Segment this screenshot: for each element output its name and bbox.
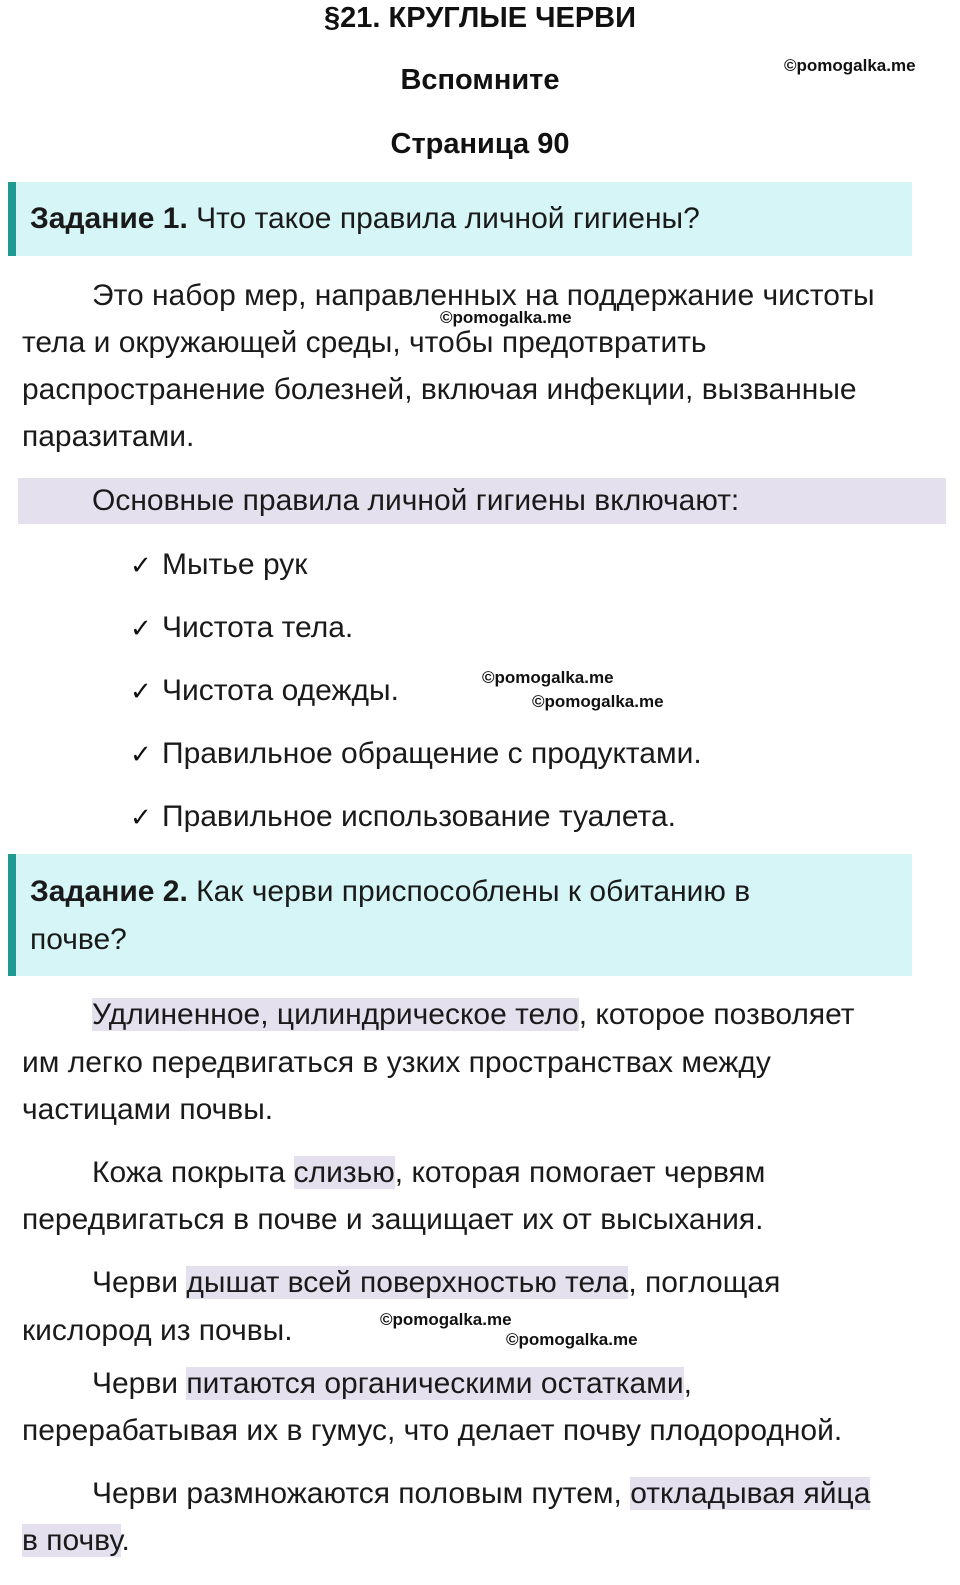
checkmark-icon: ✓: [130, 550, 152, 580]
answer-line: Кожа покрыта слизью, которая помогает червям: [92, 1156, 766, 1189]
section-subtitle: Вспомните: [400, 64, 560, 96]
answer-line: Черви размножаются половым путем, откладывая яйца: [92, 1477, 871, 1510]
answer-line: Удлиненное, цилиндрическое тело, которое позволяет: [92, 998, 855, 1031]
answer-line: кислород из почвы.: [22, 1314, 293, 1347]
checkmark-icon: ✓: [130, 613, 152, 643]
highlight: откладывая яйца: [630, 1477, 871, 1510]
watermark: ©pomogalka.me: [532, 692, 664, 711]
checkmark-icon: ✓: [130, 739, 152, 769]
task1-para-line: распространение болезней, включая инфекции, вызванные: [22, 373, 857, 406]
checkmark-icon: ✓: [130, 676, 152, 706]
answer-line: в почву.: [22, 1524, 130, 1557]
task1-header: [8, 182, 912, 256]
highlight: питаются органическими остатками: [186, 1367, 684, 1400]
list-item: ✓ Правильное использование туалета.: [130, 797, 676, 837]
answer-line: Черви питаются органическими остатками,: [92, 1367, 692, 1400]
page-number: Страница 90: [390, 128, 570, 160]
list-intro: Основные правила личной гигиены включают:: [92, 484, 740, 517]
watermark: ©pomogalka.me: [506, 1330, 638, 1349]
task1-para-line: Это набор мер, направленных на поддержание чистоты: [92, 279, 875, 312]
answer-line: частицами почвы.: [22, 1093, 274, 1126]
answer-line: Черви дышат всей поверхностью тела, поглощая: [92, 1266, 781, 1299]
answer-line: передвигаться в почве и защищает их от высыхания.: [22, 1203, 764, 1236]
task1-para-line: паразитами.: [22, 420, 195, 453]
highlight: слизью: [293, 1156, 395, 1189]
task1-question: Что такое правила личной гигиены?: [187, 202, 700, 235]
highlight: в почву: [22, 1524, 122, 1557]
watermark: ©pomogalka.me: [482, 668, 614, 687]
task2-question: Как черви приспособлены к обитанию в: [187, 875, 751, 908]
highlight: дышат всей поверхностью тела: [186, 1266, 629, 1299]
list-item: ✓ Мытье рук: [130, 545, 307, 585]
list-item: ✓ Чистота одежды.: [130, 671, 399, 711]
watermark: ©pomogalka.me: [784, 56, 916, 75]
page-title: §21. КРУГЛЫЕ ЧЕРВИ: [324, 2, 636, 34]
highlight: Удлиненное, цилиндрическое тело: [92, 998, 579, 1031]
list-item: ✓ Чистота тела.: [130, 608, 353, 648]
watermark: ©pomogalka.me: [380, 1310, 512, 1329]
watermark: ©pomogalka.me: [440, 308, 572, 327]
answer-line: перерабатывая их в гумус, что делает почву плодородной.: [22, 1414, 843, 1447]
task1-label: Задание 1.: [30, 202, 188, 235]
checkmark-icon: ✓: [130, 802, 152, 832]
task1-para-line: тела и окружающей среды, чтобы предотвратить: [22, 326, 707, 359]
task2-question-cont: почве?: [30, 923, 127, 956]
task2-label: Задание 2.: [30, 875, 188, 908]
list-item: ✓ Правильное обращение с продуктами.: [130, 734, 702, 774]
task2-header: [8, 854, 912, 976]
answer-line: им легко передвигаться в узких пространствах между: [22, 1046, 771, 1079]
